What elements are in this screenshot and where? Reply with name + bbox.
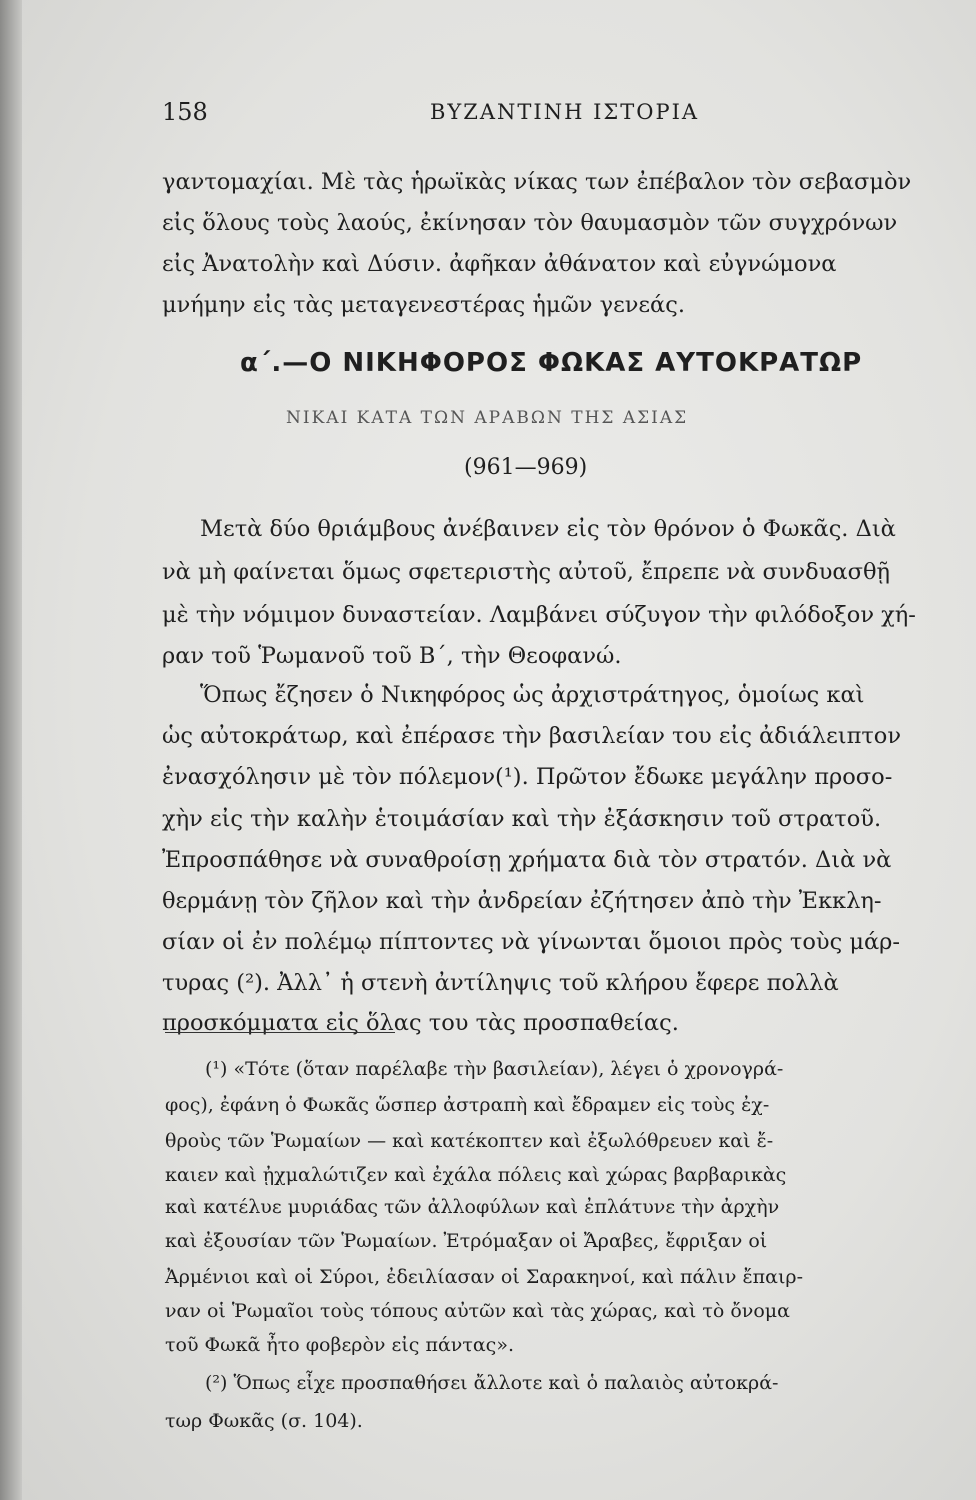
section-subtitle: ΝΙΚΑΙ ΚΑΤΑ ΤΩΝ ΑΡΑΒΩΝ ΤΗΣ ΑΣΙΑΣ — [286, 408, 689, 428]
footnote-line: τοῦ Φωκᾶ ἦτο φοβερὸν εἰς πάντας». — [165, 1334, 514, 1356]
body-line: ὡς αὐτοκράτωρ, καὶ ἐπέρασε τὴν βασιλείαν του εἰς ἀδιάλειπτον — [162, 723, 902, 749]
footnote-line: καὶ ἐξουσίαν τῶν Ῥωμαίων. Ἐτρόμαξαν οἱ Ἄραβες, ἔφριξαν οἱ — [165, 1230, 768, 1252]
body-line: θερμάνῃ τὸν ζῆλον καὶ τὴν ἀνδρείαν ἐζήτησεν ἀπὸ τὴν Ἐκκλη- — [162, 888, 882, 914]
body-line: Ὅπως ἔζησεν ὁ Νικηφόρος ὡς ἀρχιστράτηγος, ὁμοίως καὶ — [200, 682, 865, 708]
body-line: ἐνασχόλησιν μὲ τὸν πόλεμον(¹). Πρῶτον ἔδωκε μεγάλην προσο- — [162, 764, 893, 790]
intro-line: εἰς Ἀνατολὴν καὶ Δύσιν. ἀφῆκαν ἀθάνατον καὶ εὐγνώμονα — [162, 251, 837, 277]
page-number: 158 — [162, 98, 208, 126]
body-line: Μετὰ δύο θριάμβους ἀνέβαινεν εἰς τὸν θρόνον ὁ Φωκᾶς. Διὰ — [200, 516, 896, 542]
footnote-line: θροὺς τῶν Ῥωμαίων — καὶ κατέκοπτεν καὶ ἐξωλόθρευεν καὶ ἔ- — [165, 1130, 774, 1152]
intro-line: μνήμην εἰς τὰς μεταγενεστέρας ἡμῶν γενεάς. — [162, 292, 686, 318]
section-title: α΄.—Ο ΝΙΚΗΦΟΡΟΣ ΦΩΚΑΣ ΑΥΤΟΚΡΑΤΩΡ — [240, 348, 863, 378]
intro-line: γαντομαχίαι. Μὲ τὰς ἡρωϊκὰς νίκας των ἐπέβαλον τὸν σεβασμὸν — [162, 169, 912, 195]
body-line: Ἐπροσπάθησε νὰ συναθροίσῃ χρήματα διὰ τὸν στρατόν. Διὰ νὰ — [162, 847, 892, 873]
body-line: ραν τοῦ Ῥωμανοῦ τοῦ Β΄, τὴν Θεοφανώ. — [162, 643, 622, 669]
page-header — [162, 98, 902, 134]
footnote-line: (²) Ὅπως εἶχε προσπαθήσει ἄλλοτε καὶ ὁ παλαιὸς αὐτοκρά- — [205, 1372, 779, 1394]
footnote-line: τωρ Φωκᾶς (σ. 104). — [165, 1410, 363, 1432]
intro-line: εἰς ὅλους τοὺς λαούς, ἐκίνησαν τὸν θαυμασμὸν τῶν συγχρόνων — [162, 210, 898, 236]
footnote-line: καιεν καὶ ᾐχμαλώτιζεν καὶ ἐχάλα πόλεις καὶ χώρας βαρβαρικὰς — [165, 1164, 787, 1186]
body-line: προσκόμματα εἰς ὅλας του τὰς προσπαθείας. — [162, 1010, 679, 1036]
body-line: χὴν εἰς τὴν καλὴν ἑτοιμάσίαν καὶ τὴν ἐξάσκησιν τοῦ στρατοῦ. — [162, 806, 882, 832]
body-line: τυρας (²). Ἀλλ᾽ ἡ στενὴ ἀντίληψις τοῦ κλήρου ἔφερε πολλὰ — [162, 970, 839, 996]
footnote-line: φος), ἐφάνη ὁ Φωκᾶς ὥσπερ ἀστραπὴ καὶ ἔδραμεν εἰς τοὺς ἐχ- — [165, 1094, 770, 1116]
footnote-line: καὶ κατέλυε μυριάδας τῶν ἀλλοφύλων καὶ ἐπλάτυνε τὴν ἀρχὴν — [165, 1196, 780, 1218]
body-line: μὲ τὴν νόμιμον δυναστείαν. Λαμβάνει σύζυγον τὴν φιλόδοξον χή- — [162, 602, 916, 628]
body-line: σίαν οἱ ἐν πολέμῳ πίπτοντες νὰ γίνωνται ὅμοιοι πρὸς τοὺς μάρ- — [162, 929, 900, 955]
footnote-line: Ἀρμένιοι καὶ οἱ Σύροι, ἐδειλίασαν οἱ Σαρακηνοί, καὶ πάλιν ἔπαιρ- — [165, 1266, 804, 1288]
footnote-line: ναν οἱ Ῥωμαῖοι τοὺς τόπους αὐτῶν καὶ τὰς χώρας, καὶ τὸ ὄνομα — [165, 1300, 790, 1322]
body-line: νὰ μὴ φαίνεται ὅμως σφετεριστὴς αὐτοῦ, ἔπρεπε νὰ συνδυασθῇ — [162, 559, 890, 585]
running-head: ΒΥΖΑΝΤΙΝΗ ΙΣΤΟΡΙΑ — [430, 100, 700, 124]
footnote-line: (¹) «Τότε (ὅταν παρέλαβε τὴν βασιλείαν), λέγει ὁ χρονογρά- — [205, 1058, 784, 1080]
section-dates: (961—969) — [464, 455, 588, 480]
page-edge-shadow — [0, 0, 22, 1500]
footnote-divider — [165, 1032, 395, 1033]
